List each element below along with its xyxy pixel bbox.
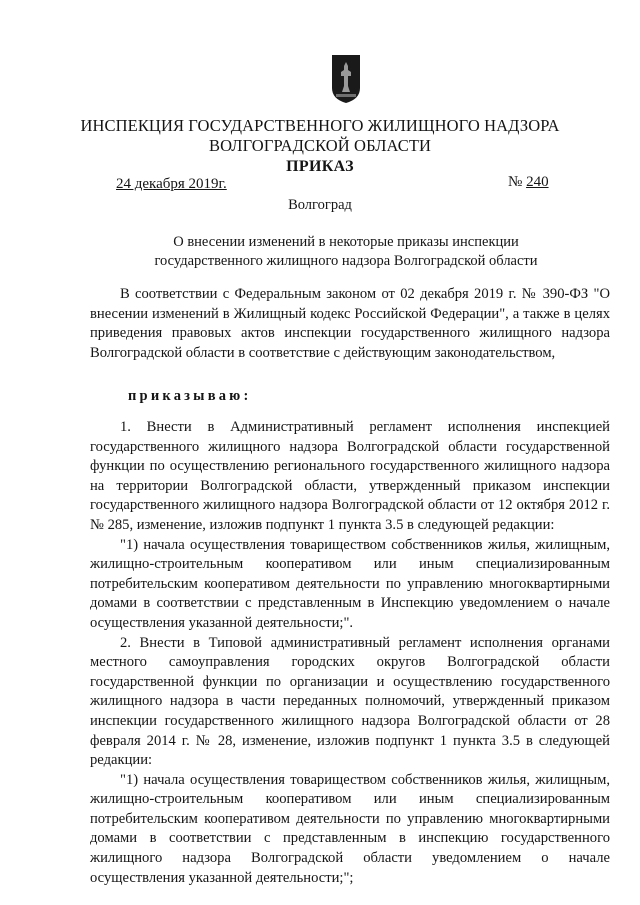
document-date: 24 декабря 2019г. bbox=[116, 176, 227, 192]
coat-of-arms-emblem-icon bbox=[331, 54, 361, 104]
number-prefix: № bbox=[508, 174, 523, 190]
agency-name-line-1: ИНСПЕКЦИЯ ГОСУДАРСТВЕННОГО ЖИЛИЩНОГО НАДЗОРА bbox=[80, 116, 560, 135]
agency-name-line-2: ВОЛГОГРАДСКОЙ ОБЛАСТИ bbox=[208, 136, 432, 155]
item-1-text: 1. Внести в Административный регламент исполнения инспекцией государственного жилищного надзора Волгоградской области государственной функции по осуществлению регионального государственного жилищного надзора на территории Волгоградской области, утвержденный приказом инспекции государственного жилищного надзора Волгоградской области от 12 октября 2012 г. № 285, изменение, изложив подпункт 1 пункта 3.5 в следующей редакции: bbox=[90, 419, 610, 533]
subject-line-2: государственного жилищного надзора Волгоградской области bbox=[154, 253, 538, 269]
number-value: 240 bbox=[526, 174, 549, 190]
preamble bbox=[90, 285, 610, 363]
document-subject bbox=[100, 233, 592, 271]
preamble-text: В соответствии с Федеральным законом от 02 декабря 2019 г. № 390-ФЗ "О внесении изменений в Жилищный кодекс Российской Федерации", а также в целях приведения правовых актов инспекции государственного жилищного надзора Волгоградской области в соответствие с действующим законодательством, bbox=[90, 286, 610, 361]
document-number bbox=[508, 174, 549, 191]
order-items bbox=[90, 418, 610, 888]
item-2-text: 2. Внести в Типовой административный регламент исполнения органами местного самоуправления городских округов Волгоградской области государственной функции по организации и осуществлению государственного жилищного надзора в части переданных полномочий, утвержденный приказом инспекции государственного жилищного надзора Волгоградской области от 28 февраля 2014 г. № 28, изменение, изложив подпункт 1 пункта 3.5 в следующей редакции: bbox=[90, 634, 610, 769]
document-city: Волгоград bbox=[288, 197, 352, 213]
item-2-quote: "1) начала осуществления товариществом собственников жилья, жилищным, жилищно-строительным кооперативом или иным специализированным потребительским кооперативом деятельности по управлению многоквартирными домами в соответствии с представленным в инспекцию государственного жилищного надзора Волгоградской области уведомлением о начале осуществления указанной деятельности;"; bbox=[90, 771, 610, 886]
item-1-quote: "1) начала осуществления товариществом собственников жилья, жилищным, жилищно-строительным кооперативом или иным специализированным потребительским кооперативом деятельности по управлению многоквартирными домами в соответствии с представленным в Инспекцию уведомлением о начале осуществления указанной деятельности;". bbox=[90, 536, 610, 631]
subject-line-1: О внесении изменений в некоторые приказы инспекции bbox=[173, 234, 519, 250]
document-type-title: ПРИКАЗ bbox=[286, 158, 354, 175]
orders-heading: приказываю: bbox=[128, 388, 252, 404]
